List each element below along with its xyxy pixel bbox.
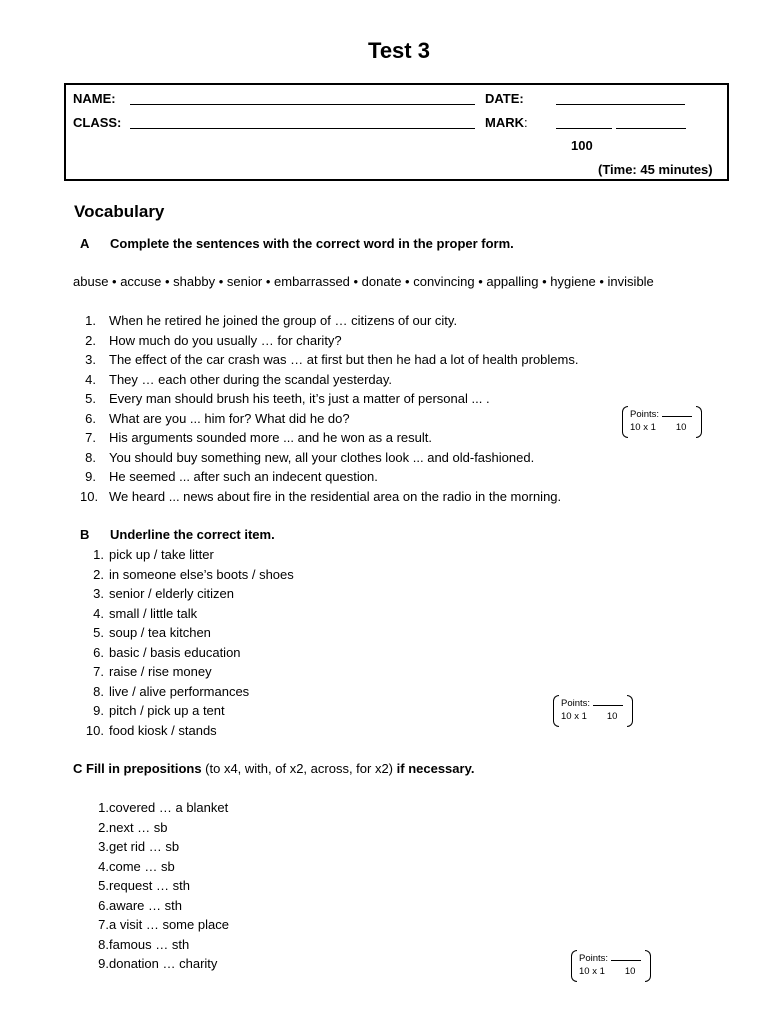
item-number: 2. <box>85 332 96 348</box>
part-c-instruction-lead: C Fill in prepositions <box>73 761 202 776</box>
points-calc: 10 x 1 <box>561 711 587 722</box>
list-item <box>80 350 578 370</box>
points-box-c <box>571 950 651 982</box>
time-limit: (Time: 45 minutes) <box>598 162 713 177</box>
list-item <box>80 837 229 857</box>
item-number: 1. <box>85 313 96 328</box>
part-c-instruction-tail: if necessary. <box>396 761 475 776</box>
item-text: food kiosk / stands <box>109 722 217 738</box>
list-item <box>80 565 294 585</box>
item-text: Every man should brush his teeth, it’s just a matter of personal ... . <box>109 391 490 406</box>
item-number: 9. <box>85 469 96 484</box>
part-b-list <box>80 545 294 740</box>
item-text: When he retired he joined the group of … citizens of our city. <box>109 313 458 328</box>
points-total: 10 <box>675 422 687 433</box>
item-text: aware … sth <box>109 897 182 913</box>
mark-label <box>485 115 528 130</box>
item-text: a visit … some place <box>109 917 229 932</box>
list-item <box>80 311 578 331</box>
item-text: He seemed ... after such an indecent question. <box>109 469 378 484</box>
item-number: 8. <box>85 449 96 465</box>
list-item <box>80 370 578 390</box>
date-label: DATE: <box>485 91 524 106</box>
item-text: famous … sth <box>109 936 190 952</box>
item-text: The effect of the car crash was … at first but then he had a lot of health problems. <box>109 352 579 367</box>
mark-score-field[interactable] <box>556 116 612 129</box>
item-text: live / alive performances <box>109 683 250 699</box>
list-item <box>80 623 294 643</box>
list-item <box>80 487 578 507</box>
bracket-left <box>571 950 577 982</box>
list-item <box>80 545 294 565</box>
class-label: CLASS: <box>73 115 122 130</box>
list-item <box>80 857 229 877</box>
item-number: 4. <box>98 858 109 874</box>
date-field[interactable] <box>556 92 685 105</box>
list-item <box>80 954 229 974</box>
list-item <box>80 389 578 409</box>
points-total: 10 <box>624 966 636 977</box>
part-b-instruction-text: Underline the correct item. <box>110 527 275 542</box>
item-number: 7. <box>85 430 96 445</box>
item-number: 2. <box>98 819 109 835</box>
item-text: senior / elderly citizen <box>109 586 234 601</box>
name-label: NAME: <box>73 91 116 106</box>
item-text: request … sth <box>109 878 190 893</box>
item-number: 6. <box>98 897 109 913</box>
item-number: 9. <box>93 703 104 718</box>
item-text: We heard ... news about fire in the residential area on the radio in the morning. <box>109 488 562 504</box>
item-number: 3. <box>98 839 109 854</box>
mark-label-text: MARK <box>485 115 524 130</box>
list-item <box>80 682 294 702</box>
list-item <box>80 331 578 351</box>
list-item <box>80 662 294 682</box>
item-text: get rid … sb <box>109 839 180 854</box>
item-number: 5. <box>98 878 109 893</box>
item-number: 5. <box>93 625 104 640</box>
section-title: Vocabulary <box>74 202 165 221</box>
list-item <box>80 701 294 721</box>
mark-extra-field[interactable] <box>616 116 686 129</box>
points-box-a <box>622 406 702 438</box>
item-text: covered … a blanket <box>109 800 229 815</box>
item-text: come … sb <box>109 858 175 874</box>
item-number: 7. <box>93 664 104 679</box>
item-text: soup / tea kitchen <box>109 625 211 640</box>
points-field[interactable] <box>662 408 692 417</box>
part-a-instruction <box>80 236 514 251</box>
item-number: 3. <box>93 586 104 601</box>
item-number: 6. <box>93 644 104 660</box>
points-label: Points: <box>561 698 591 709</box>
item-number: 5. <box>85 391 96 406</box>
list-item <box>80 428 578 448</box>
bracket-left <box>622 406 628 438</box>
item-number: 8. <box>93 683 104 699</box>
list-item <box>80 604 294 624</box>
points-label: Points: <box>630 409 660 420</box>
list-item <box>80 467 578 487</box>
list-item <box>80 935 229 955</box>
list-item <box>80 643 294 663</box>
item-text: They … each other during the scandal yesterday. <box>109 371 393 387</box>
item-number: 7. <box>98 917 109 932</box>
item-text: What are you ... him for? What did he do? <box>109 410 350 426</box>
list-item <box>80 584 294 604</box>
points-field[interactable] <box>611 952 641 961</box>
item-number: 4. <box>85 371 96 387</box>
item-text: You should buy something new, all your clothes look ... and old-fashioned. <box>109 449 535 465</box>
item-text: His arguments sounded more ... and he won as a result. <box>109 430 433 445</box>
part-b-instruction <box>80 527 275 542</box>
item-number: 3. <box>85 352 96 367</box>
item-number: 4. <box>93 605 104 621</box>
list-item <box>80 915 229 935</box>
part-c-instruction <box>73 761 474 776</box>
points-field[interactable] <box>593 697 623 706</box>
mark-total: 100 <box>571 138 593 153</box>
points-total: 10 <box>606 711 618 722</box>
item-text: raise / rise money <box>109 664 212 679</box>
class-field[interactable] <box>130 116 475 129</box>
part-c-list <box>80 798 229 974</box>
list-item <box>80 721 294 741</box>
item-number: 8. <box>98 936 109 952</box>
item-number: 10. <box>80 488 99 504</box>
bracket-right <box>696 406 702 438</box>
mark-label-colon: : <box>524 115 528 130</box>
bracket-right <box>645 950 651 982</box>
page-title: Test 3 <box>368 38 430 63</box>
part-a-letter: A <box>80 236 90 251</box>
item-text: basic / basis education <box>109 644 241 660</box>
item-text: small / little talk <box>109 605 198 621</box>
bracket-left <box>553 695 559 727</box>
list-item <box>80 448 578 468</box>
item-number: 10. <box>85 722 104 738</box>
list-item <box>80 798 229 818</box>
word-bank: abuse • accuse • shabby • senior • embarrassed • donate • convincing • appalling • hygiene • invisible <box>73 274 654 289</box>
item-number: 9. <box>98 956 109 971</box>
points-label: Points: <box>579 953 609 964</box>
item-number: 1. <box>93 547 104 562</box>
name-field[interactable] <box>130 92 475 105</box>
item-text: pitch / pick up a tent <box>109 703 225 718</box>
bracket-right <box>627 695 633 727</box>
item-number: 1. <box>98 800 109 815</box>
points-calc: 10 x 1 <box>630 422 656 433</box>
item-text: How much do you usually … for charity? <box>109 332 342 348</box>
item-text: pick up / take litter <box>109 547 214 562</box>
item-text: next … sb <box>109 819 168 835</box>
item-text: donation … charity <box>109 956 218 971</box>
points-calc: 10 x 1 <box>579 966 605 977</box>
points-box-b <box>553 695 633 727</box>
list-item <box>80 818 229 838</box>
part-a-instruction-text: Complete the sentences with the correct word in the proper form. <box>110 236 514 251</box>
part-a-list <box>80 311 578 506</box>
list-item <box>80 409 578 429</box>
list-item <box>80 876 229 896</box>
list-item <box>80 896 229 916</box>
item-number: 2. <box>93 566 104 582</box>
item-number: 6. <box>85 410 96 426</box>
part-b-letter: B <box>80 527 90 542</box>
item-text: in someone else’s boots / shoes <box>109 566 294 582</box>
part-c-instruction-hint: (to x4, with, of x2, across, for x2) <box>201 761 397 776</box>
